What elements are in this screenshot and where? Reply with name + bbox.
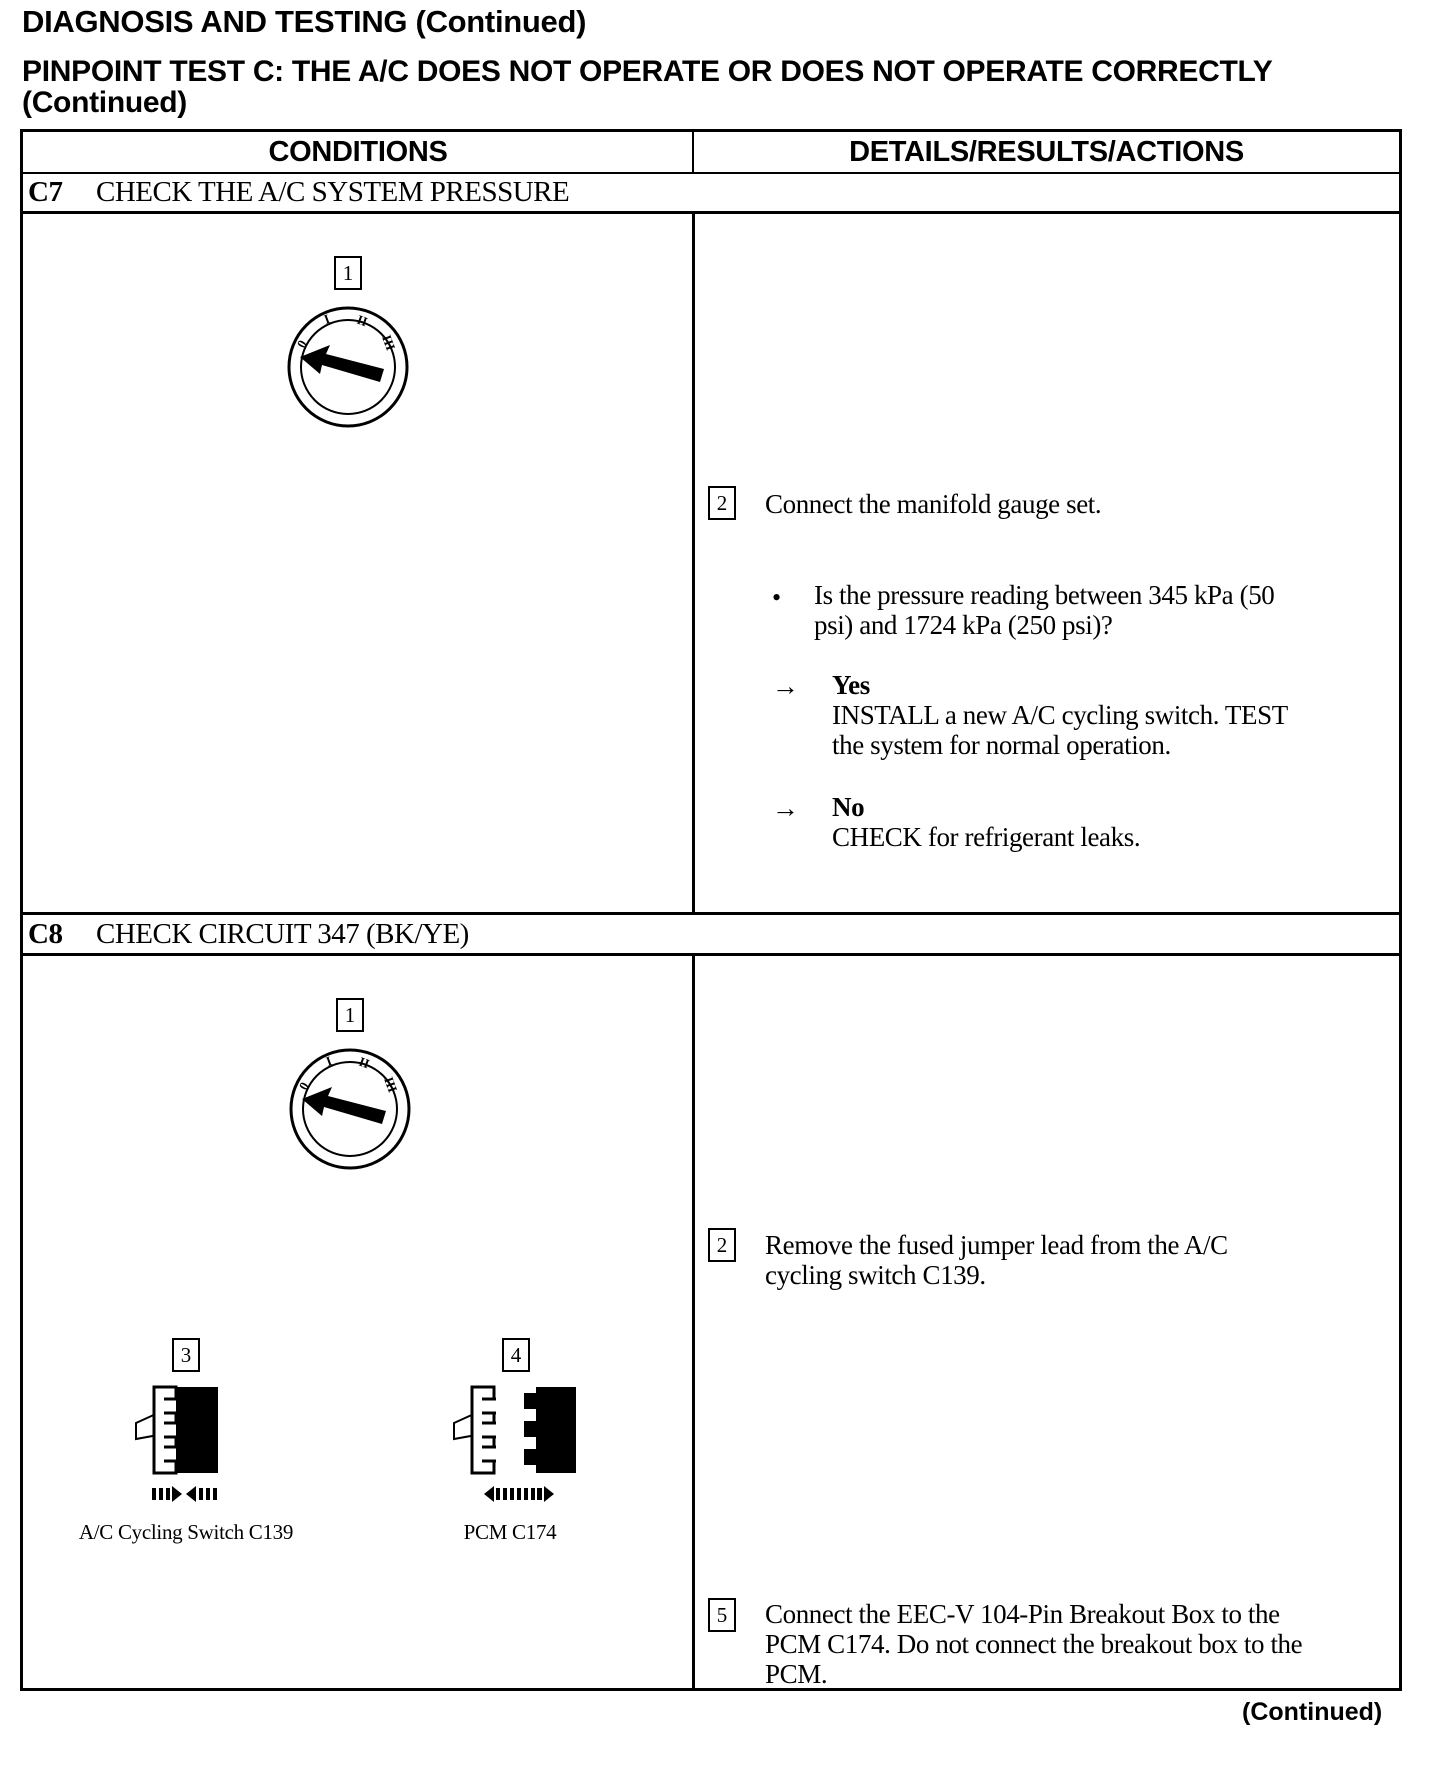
svg-text:II: II — [354, 311, 370, 330]
pinpoint-test-title — [22, 56, 1402, 118]
instruction-text — [765, 1230, 1228, 1290]
step-number-box: 2 — [708, 1228, 736, 1262]
svg-text:I: I — [323, 1052, 334, 1069]
instruction-line: PCM C174. Do not connect the breakout box to the — [765, 1629, 1303, 1659]
connector-pull-apart-icon — [484, 1485, 554, 1503]
question-text — [814, 580, 1274, 640]
step-number-box: 3 — [172, 1338, 200, 1372]
step-c8-title — [28, 918, 469, 951]
connector-disconnect-icon — [134, 1383, 230, 1479]
svg-text:III: III — [379, 332, 399, 353]
step-number-box: 5 — [708, 1598, 736, 1632]
step-code: C8 — [28, 918, 63, 950]
svg-text:I: I — [321, 310, 332, 327]
instruction-line: Remove the fused jumper lead from the A/C — [765, 1230, 1228, 1260]
connector-connect-icon — [452, 1383, 578, 1479]
svg-text:II: II — [356, 1053, 372, 1072]
step-number-box: 1 — [334, 256, 362, 290]
step-number-box: 1 — [336, 998, 364, 1032]
svg-text:III: III — [381, 1074, 401, 1095]
question-line: Is the pressure reading between 345 kPa (50 — [814, 580, 1275, 610]
answer-no — [832, 792, 1140, 852]
step-number-box: 4 — [502, 1338, 530, 1372]
step-c7-title — [28, 176, 569, 209]
bullet-icon: • — [772, 583, 782, 612]
arrow-right-icon: → — [772, 793, 799, 823]
column-header-details: DETAILS/RESULTS/ACTIONS — [849, 136, 1244, 168]
connector-caption: PCM C174 — [463, 1520, 557, 1544]
answer-yes — [832, 670, 1288, 760]
column-header-conditions: CONDITIONS — [268, 136, 448, 168]
connector-caption: A/C Cycling Switch C139 — [78, 1520, 294, 1544]
step-title-text: CHECK CIRCUIT 347 (BK/YE) — [96, 918, 469, 950]
arrow-right-icon: → — [772, 671, 799, 701]
question-line: psi) and 1724 kPa (250 psi)? — [814, 610, 1113, 640]
step-code: C7 — [28, 176, 63, 208]
answer-action-line: CHECK for refrigerant leaks. — [832, 822, 1141, 852]
pinpoint-test-title-line2: (Continued) — [22, 86, 187, 119]
answer-label: Yes — [832, 670, 870, 700]
instruction-line: cycling switch C139. — [765, 1260, 986, 1290]
instruction-text: Connect the manifold gauge set. — [765, 489, 1102, 519]
connector-push-together-icon — [152, 1485, 226, 1503]
instruction-text — [765, 1599, 1302, 1689]
ignition-switch-icon — [286, 305, 410, 429]
instruction-line: Connect the EEC-V 104-Pin Breakout Box to the — [765, 1599, 1280, 1629]
page-header: DIAGNOSIS AND TESTING (Continued) — [22, 4, 587, 39]
step-number-box: 2 — [708, 486, 736, 520]
ignition-switch-icon — [288, 1047, 412, 1171]
step-title-text: CHECK THE A/C SYSTEM PRESSURE — [96, 176, 570, 208]
answer-label: No — [832, 792, 865, 822]
pinpoint-test-title-line1: PINPOINT TEST C: THE A/C DOES NOT OPERATE OR DOES NOT OPERATE CORRECTLY — [22, 55, 1273, 88]
svg-text:0: 0 — [293, 337, 310, 351]
instruction-line: PCM. — [765, 1659, 828, 1689]
continued-footer: (Continued) — [1242, 1698, 1383, 1726]
answer-action-line: INSTALL a new A/C cycling switch. TEST — [832, 700, 1288, 730]
svg-text:0: 0 — [295, 1079, 312, 1093]
answer-action-line: the system for normal operation. — [832, 730, 1171, 760]
